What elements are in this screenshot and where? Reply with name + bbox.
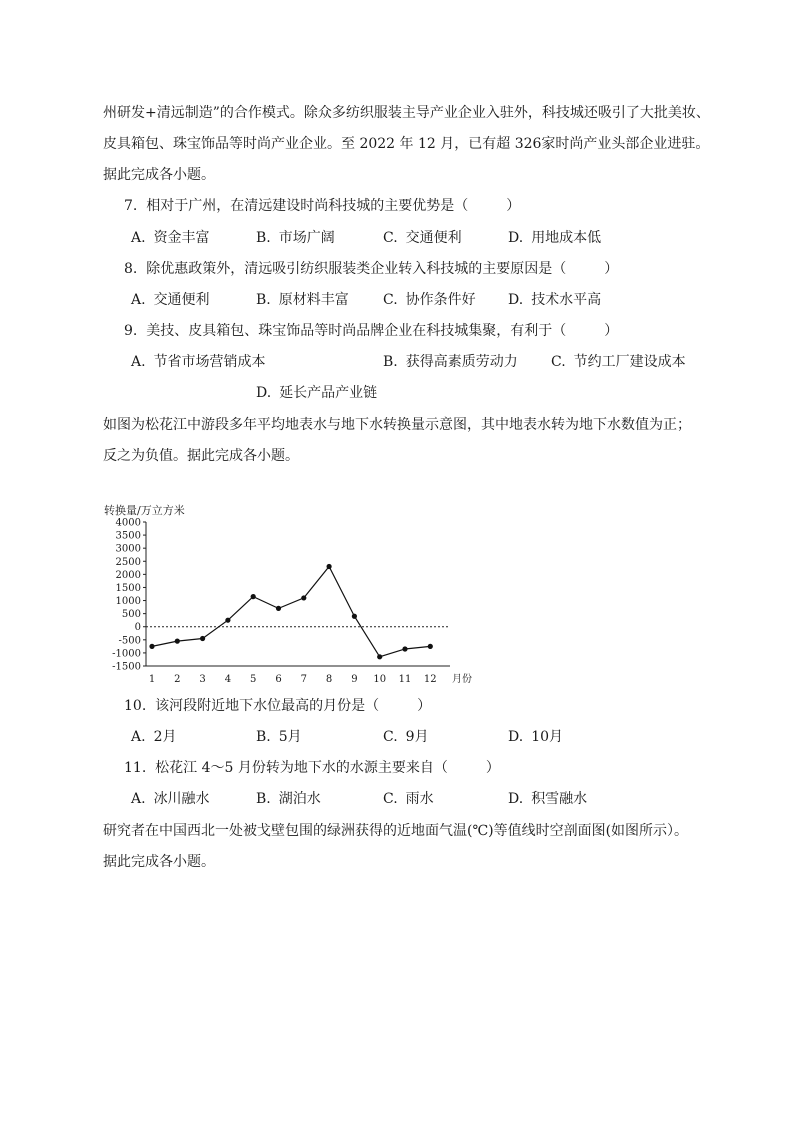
x-tick-label: 2 xyxy=(174,674,181,685)
data-point xyxy=(149,644,154,649)
x-tick-label: 8 xyxy=(325,674,333,685)
data-point xyxy=(276,606,281,611)
option-b[interactable]: B. 市场广阔 xyxy=(256,230,335,246)
x-tick-label: 7 xyxy=(300,674,307,685)
option-b[interactable]: B. 原材料丰富 xyxy=(256,292,349,308)
data-point xyxy=(301,595,306,600)
chart-y-axis-label: 转换量/万立方米 xyxy=(104,504,185,517)
data-point xyxy=(175,639,180,644)
groundwater-exchange-chart xyxy=(100,500,480,690)
x-tick-label: 4 xyxy=(224,674,232,685)
option-d[interactable]: D. 技术水平高 xyxy=(508,292,602,308)
option-d[interactable]: D. 积雪融水 xyxy=(508,791,588,807)
question-10: 10. 该河段附近地下水位最高的月份是（ ） xyxy=(124,698,432,714)
data-point xyxy=(225,618,230,623)
question-7: 7. 相对于广州，在清远建设时尚科技城的主要优势是（ ） xyxy=(124,198,521,214)
question-text: 除优惠政策外，清远吸引纺织服装类企业转入科技城的主要原因是（ xyxy=(146,261,567,277)
intro-line-2: 皮具箱包、珠宝饰品等时尚产业企业。至 2022 年 12 月，已有超 326家时尚产业头部企业进驻。 xyxy=(103,136,710,152)
option-a[interactable]: A. 资金丰富 xyxy=(131,230,210,246)
y-tick-label: 2000 xyxy=(115,569,141,581)
option-c[interactable]: C. 节约工厂建设成本 xyxy=(551,354,686,370)
passage-2-line-1: 如图为松花江中游段多年平均地表水与地下水转换量示意图，其中地表水转为地下水数值为正； xyxy=(103,417,691,433)
y-tick-label: 1500 xyxy=(115,582,141,594)
option-c[interactable]: C. 交通便利 xyxy=(383,230,462,246)
passage-3-line-2: 据此完成各小题。 xyxy=(103,854,215,870)
intro-line-1: 州研发+清远制造”的合作模式。除众多纺织服装主导产业企业入驻外，科技城还吸引了大批美妆、 xyxy=(103,105,710,121)
passage-3-line-1: 研究者在中国西北一处被戈壁包围的绿洲获得的近地面气温(℃)等值线时空剖面图(如图所示）。 xyxy=(103,823,689,839)
data-point xyxy=(352,614,357,619)
y-tick-label: 2500 xyxy=(115,556,141,568)
option-d[interactable]: D. 用地成本低 xyxy=(508,230,602,246)
option-b[interactable]: B. 获得高素质劳动力 xyxy=(383,354,518,370)
passage-2-line-2: 反之为负值。据此完成各小题。 xyxy=(103,448,299,464)
y-tick-label: 3000 xyxy=(115,543,141,555)
y-tick-label: 1000 xyxy=(115,596,141,608)
option-b[interactable]: B. 5月 xyxy=(256,729,302,745)
x-tick-label: 5 xyxy=(250,674,257,685)
y-tick-label: -1000 xyxy=(112,648,141,660)
question-text: 相对于广州，在清远建设时尚科技城的主要优势是（ xyxy=(146,198,469,214)
series-line xyxy=(152,567,430,657)
question-text: 松花江 4～5 月份转为地下水的水源主要来自（ xyxy=(155,760,448,776)
x-tick-label: 10 xyxy=(373,674,387,685)
question-11: 11. 松花江 4～5 月份转为地下水的水源主要来自（ ） xyxy=(124,760,500,776)
question-number: 10. xyxy=(124,698,147,714)
data-point xyxy=(402,646,407,651)
option-c[interactable]: C. 雨水 xyxy=(383,791,434,807)
x-tick-label: 9 xyxy=(351,674,358,685)
question-number: 11. xyxy=(124,760,147,776)
question-text: 美技、皮具箱包、珠宝饰品等时尚品牌企业在科技城集聚，有利于（ xyxy=(146,323,567,339)
x-tick-label: 1 xyxy=(148,674,156,685)
question-number: 7. xyxy=(124,198,138,214)
x-tick-label: 6 xyxy=(275,674,282,685)
option-c[interactable]: C. 协作条件好 xyxy=(383,292,476,308)
y-tick-label: 500 xyxy=(121,609,141,621)
y-tick-label: -500 xyxy=(118,635,141,647)
question-text: 该河段附近地下水位最高的月份是（ xyxy=(155,698,380,714)
y-tick-label: 0 xyxy=(134,622,141,634)
option-a[interactable]: A. 2月 xyxy=(131,729,177,745)
data-point xyxy=(251,594,256,599)
y-tick-label: -1500 xyxy=(112,661,141,673)
data-point xyxy=(377,654,382,659)
option-c[interactable]: C. 9月 xyxy=(383,729,429,745)
data-point xyxy=(200,636,205,641)
y-tick-label: 4000 xyxy=(115,517,141,529)
x-tick-label: 11 xyxy=(398,674,412,685)
question-number: 9. xyxy=(124,323,138,339)
intro-line-3: 据此完成各小题。 xyxy=(103,167,215,183)
option-a[interactable]: A. 冰川融水 xyxy=(131,791,210,807)
question-8: 8. 除优惠政策外，清远吸引纺织服装类企业转入科技城的主要原因是（ ） xyxy=(124,261,619,277)
option-d[interactable]: D. 10月 xyxy=(508,729,564,745)
x-tick-label: 3 xyxy=(199,674,206,685)
option-d[interactable]: D. 延长产品产业链 xyxy=(256,385,378,401)
option-a[interactable]: A. 交通便利 xyxy=(131,292,210,308)
question-9: 9. 美技、皮具箱包、珠宝饰品等时尚品牌企业在科技城集聚，有利于（ ） xyxy=(124,323,619,339)
data-point xyxy=(327,564,332,569)
x-tick-label: 12 xyxy=(423,674,437,685)
data-point xyxy=(428,644,433,649)
option-b[interactable]: B. 湖泊水 xyxy=(256,791,321,807)
question-number: 8. xyxy=(124,261,138,277)
option-a[interactable]: A. 节省市场营销成本 xyxy=(131,354,266,370)
x-axis-label: 月份 xyxy=(452,674,472,685)
y-tick-label: 3500 xyxy=(115,530,141,542)
